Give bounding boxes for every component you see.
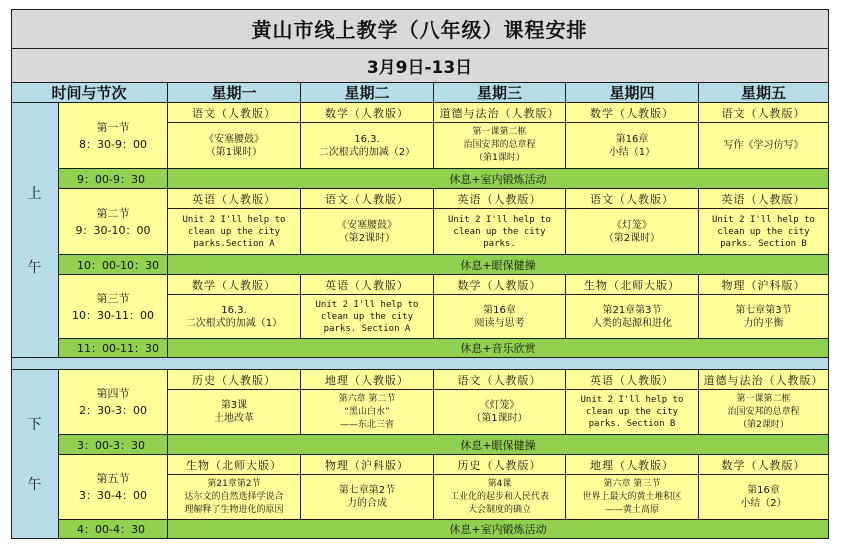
period-time: 10：30-11：00 bbox=[72, 308, 154, 322]
subject-thu-p1: 数学（人教版） bbox=[566, 103, 699, 123]
morning-label bbox=[11, 103, 59, 358]
break-2-activity: 休息+眼保健操 bbox=[168, 255, 829, 275]
sheet-title: 黄山市线上教学（八年级）课程安排 bbox=[11, 9, 829, 49]
lesson-mon-p3: 16.3. 二次根式的加减（1） bbox=[168, 295, 301, 339]
lesson-fri-p1: 写作《学习仿写》 bbox=[699, 123, 829, 169]
break-3-time: 11：00-11：30 bbox=[59, 339, 168, 358]
period-2-time bbox=[59, 189, 168, 255]
subject-fri-p4: 道德与法治（人教版） bbox=[699, 370, 829, 390]
lesson-mon-p4: 第3课 土地改革 bbox=[168, 390, 301, 435]
morning-char-2: 午 bbox=[27, 260, 42, 276]
day-header-wed: 星期三 bbox=[434, 83, 566, 103]
subject-thu-p4: 英语（人教版） bbox=[566, 370, 699, 390]
subject-fri-p5: 数学（人教版） bbox=[699, 455, 829, 475]
break-4-activity: 休息+眼保健操 bbox=[168, 435, 829, 455]
subject-thu-p5: 地理（人教版） bbox=[566, 455, 699, 475]
period-time: 2：30-3：00 bbox=[79, 404, 147, 417]
subject-wed-p5: 历史（人教版） bbox=[434, 455, 566, 475]
subject-wed-p3: 数学（人教版） bbox=[434, 275, 566, 295]
subject-wed-p1: 道德与法治（人教版） bbox=[434, 103, 566, 123]
period-label: 第四节 bbox=[96, 387, 130, 400]
lesson-tue-p2: 《安塞腰鼓》 （第2课时） bbox=[301, 209, 434, 255]
day-header-thu: 星期四 bbox=[566, 83, 699, 103]
subject-wed-p4: 语文（人教版） bbox=[434, 370, 566, 390]
date-range: 3月9日-13日 bbox=[11, 49, 829, 83]
subject-tue-p1: 数学（人教版） bbox=[301, 103, 434, 123]
subject-mon-p4: 历史（人教版） bbox=[168, 370, 301, 390]
afternoon-label bbox=[11, 370, 59, 539]
afternoon-char-1: 下 bbox=[27, 417, 42, 433]
lesson-fri-p5: 第16章 小结（2） bbox=[699, 475, 829, 520]
subject-wed-p2: 英语（人教版） bbox=[434, 189, 566, 209]
period-1-time bbox=[59, 103, 168, 169]
lesson-thu-p3: 第21章第3节 人类的起源和进化 bbox=[566, 295, 699, 339]
lesson-mon-p5: 第21章第2节 达尔文的自然选择学说合 理解释了生物进化的原因 bbox=[168, 475, 301, 520]
period-4-time bbox=[59, 370, 168, 435]
period-time: 8：30-9：00 bbox=[79, 137, 147, 151]
morning-char-1: 上 bbox=[27, 186, 42, 202]
lesson-fri-p2: Unit 2 I'll help to clean up the city parks. Section B bbox=[699, 209, 829, 255]
subject-tue-p3: 英语（人教版） bbox=[301, 275, 434, 295]
day-header-mon: 星期一 bbox=[168, 83, 301, 103]
break-1-time: 9：00-9：30 bbox=[59, 169, 168, 189]
break-2-time: 10：00-10：30 bbox=[59, 255, 168, 275]
period-3-time bbox=[59, 275, 168, 339]
time-column-header: 时间与节次 bbox=[11, 83, 168, 103]
period-label: 第三节 bbox=[96, 291, 130, 305]
lesson-mon-p2: Unit 2 I'll help to clean up the city parks.Section A bbox=[168, 209, 301, 255]
period-time: 3：30-4：00 bbox=[79, 489, 147, 502]
day-header-tue: 星期二 bbox=[301, 83, 434, 103]
subject-fri-p3: 物理（沪科版） bbox=[699, 275, 829, 295]
subject-mon-p1: 语文（人教版） bbox=[168, 103, 301, 123]
period-label: 第一节 bbox=[96, 120, 130, 134]
lesson-tue-p1: 16.3. 二次根式的加减（2） bbox=[301, 123, 434, 169]
schedule-sheet bbox=[11, 9, 829, 539]
lesson-wed-p5: 第4课 工业化的起步和人民代表 大会制度的确立 bbox=[434, 475, 566, 520]
lesson-tue-p4: 第六章 第二节 “黑山白水” ——东北三省 bbox=[301, 390, 434, 435]
lesson-fri-p3: 第七章第3节 力的平衡 bbox=[699, 295, 829, 339]
lesson-wed-p1: 第一课第二框 治国安邦的总章程 （第1课时） bbox=[434, 123, 566, 169]
subject-mon-p2: 英语（人教版） bbox=[168, 189, 301, 209]
lesson-tue-p5: 第七章第2节 力的合成 bbox=[301, 475, 434, 520]
break-5-time: 4：00-4：30 bbox=[59, 520, 168, 539]
break-5-activity: 休息+室内锻炼活动 bbox=[168, 520, 829, 539]
subject-tue-p5: 物理（沪科版） bbox=[301, 455, 434, 475]
period-label: 第五节 bbox=[96, 472, 130, 485]
subject-fri-p2: 英语（人教版） bbox=[699, 189, 829, 209]
day-header-fri: 星期五 bbox=[699, 83, 829, 103]
subject-thu-p2: 语文（人教版） bbox=[566, 189, 699, 209]
subject-mon-p3: 数学（人教版） bbox=[168, 275, 301, 295]
lesson-fri-p4: 第一课第二框 治国安邦的总章程 （第2课时） bbox=[699, 390, 829, 435]
period-time: 9：30-10：00 bbox=[75, 223, 151, 237]
afternoon-char-2: 午 bbox=[27, 477, 42, 493]
subject-tue-p2: 语文（人教版） bbox=[301, 189, 434, 209]
subject-thu-p3: 生物（北师大版） bbox=[566, 275, 699, 295]
period-label: 第二节 bbox=[96, 206, 130, 220]
lesson-wed-p4: 《灯笼》 （第1课时） bbox=[434, 390, 566, 435]
subject-mon-p5: 生物（北师大版） bbox=[168, 455, 301, 475]
lesson-mon-p1: 《安塞腰鼓》 （第1课时） bbox=[168, 123, 301, 169]
subject-tue-p4: 地理（人教版） bbox=[301, 370, 434, 390]
lesson-tue-p3: Unit 2 I'll help to clean up the city parks. Section A bbox=[301, 295, 434, 339]
lesson-thu-p1: 第16章 小结（1） bbox=[566, 123, 699, 169]
noon-separator bbox=[11, 358, 829, 370]
subject-fri-p1: 语文（人教版） bbox=[699, 103, 829, 123]
lesson-thu-p5: 第六章 第三节 世界上最大的黄土堆积区 ——黄土高原 bbox=[566, 475, 699, 520]
break-3-activity: 休息+音乐欣赏 bbox=[168, 339, 829, 358]
lesson-thu-p4: Unit 2 I'll help to clean up the city parks. Section B bbox=[566, 390, 699, 435]
period-5-time bbox=[59, 455, 168, 520]
lesson-wed-p3: 第16章 阅读与思考 bbox=[434, 295, 566, 339]
break-4-time: 3：00-3：30 bbox=[59, 435, 168, 455]
lesson-thu-p2: 《灯笼》 （第2课时） bbox=[566, 209, 699, 255]
lesson-wed-p2: Unit 2 I'll help to clean up the city parks. bbox=[434, 209, 566, 255]
break-1-activity: 休息+室内锻炼活动 bbox=[168, 169, 829, 189]
